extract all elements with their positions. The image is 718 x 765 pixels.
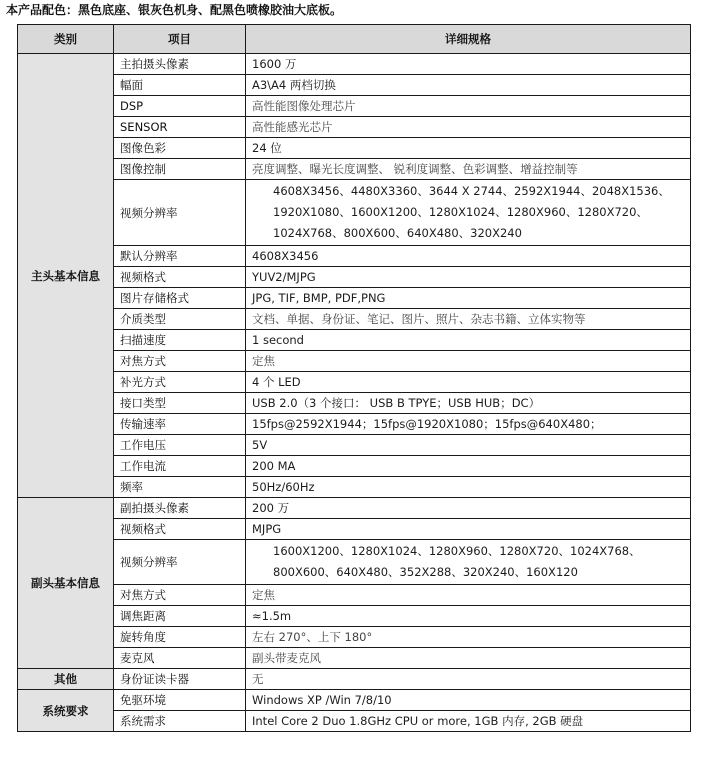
table-row <box>18 540 691 585</box>
item-detail: 文档、单据、身份证、笔记、图片、照片、杂志书籍、立体实物等 <box>246 309 691 330</box>
item-label: 工作电压 <box>114 435 246 456</box>
item-detail: 无 <box>246 669 691 690</box>
table-row <box>18 267 691 288</box>
item-detail: 50Hz/60Hz <box>246 477 691 498</box>
table-row <box>18 477 691 498</box>
item-label: 工作电流 <box>114 456 246 477</box>
item-label: 旋转角度 <box>114 627 246 648</box>
table-row <box>18 585 691 606</box>
table-row <box>18 159 691 180</box>
item-detail: 左右 270°、上下 180° <box>246 627 691 648</box>
table-row <box>18 456 691 477</box>
item-detail: Intel Core 2 Duo 1.8GHz CPU or more, 1GB 内存, 2GB 硬盘 <box>246 711 691 732</box>
table-row <box>18 330 691 351</box>
item-detail: YUV2/MJPG <box>246 267 691 288</box>
item-label: 麦克风 <box>114 648 246 669</box>
table-row <box>18 690 691 711</box>
item-label: 主拍摄头像素 <box>114 54 246 75</box>
item-label: 视频格式 <box>114 267 246 288</box>
item-label: SENSOR <box>114 117 246 138</box>
item-label: 调焦距离 <box>114 606 246 627</box>
table-row <box>18 288 691 309</box>
item-detail: 定焦 <box>246 585 691 606</box>
table-row <box>18 54 691 75</box>
table-row <box>18 648 691 669</box>
item-label: 对焦方式 <box>114 585 246 606</box>
product-color-note: 本产品配色：黑色底座、银灰色机身、配黑色喷橡胶油大底板。 <box>6 3 343 17</box>
spec-table <box>17 24 691 732</box>
category-secondary-camera: 副头基本信息 <box>18 498 114 669</box>
table-row <box>18 435 691 456</box>
item-label: 视频分辨率 <box>114 540 246 585</box>
item-detail: 定焦 <box>246 351 691 372</box>
item-detail: 副头带麦克风 <box>246 648 691 669</box>
item-label: 副拍摄头像素 <box>114 498 246 519</box>
item-detail: 5V <box>246 435 691 456</box>
table-row <box>18 498 691 519</box>
item-detail: 1 second <box>246 330 691 351</box>
table-row <box>18 351 691 372</box>
item-label: 系统需求 <box>114 711 246 732</box>
item-detail: 4 个 LED <box>246 372 691 393</box>
item-label: 默认分辨率 <box>114 246 246 267</box>
item-label: 免驱环境 <box>114 690 246 711</box>
item-detail: 200 万 <box>246 498 691 519</box>
table-row <box>18 180 691 246</box>
table-row <box>18 606 691 627</box>
item-detail: 高性能感光芯片 <box>246 117 691 138</box>
item-detail: 4608X3456 <box>246 246 691 267</box>
item-label: DSP <box>114 96 246 117</box>
table-row <box>18 246 691 267</box>
item-label: 身份证读卡器 <box>114 669 246 690</box>
item-label: 对焦方式 <box>114 351 246 372</box>
table-row <box>18 711 691 732</box>
table-row <box>18 393 691 414</box>
item-label: 介质类型 <box>114 309 246 330</box>
table-row <box>18 96 691 117</box>
table-row <box>18 414 691 435</box>
item-detail: A3\A4 两档切换 <box>246 75 691 96</box>
item-detail: JPG, TIF, BMP, PDF,PNG <box>246 288 691 309</box>
table-row <box>18 117 691 138</box>
item-detail: USB 2.0（3 个接口： USB B TPYE；USB HUB；DC） <box>246 393 691 414</box>
table-row <box>18 309 691 330</box>
item-detail: 1600X1200、1280X1024、1280X960、1280X720、1024X768、800X600、640X480、352X288、320X240、160X120 <box>246 540 691 585</box>
item-detail: 4608X3456、4480X3360、3644 X 2744、2592X1944、2048X1536、1920X1080、1600X1200、1280X1024、1280X960、1280X720、1024X768、800X600、640X480、320X240 <box>246 180 691 246</box>
table-row <box>18 75 691 96</box>
category-other: 其他 <box>18 669 114 690</box>
item-label: 传输速率 <box>114 414 246 435</box>
table-row <box>18 138 691 159</box>
header-category: 类别 <box>18 25 114 54</box>
item-label: 图片存储格式 <box>114 288 246 309</box>
table-row <box>18 519 691 540</box>
item-label: 幅面 <box>114 75 246 96</box>
item-detail: 24 位 <box>246 138 691 159</box>
item-detail: 高性能图像处理芯片 <box>246 96 691 117</box>
item-label: 图像色彩 <box>114 138 246 159</box>
item-detail: 200 MA <box>246 456 691 477</box>
item-label: 接口类型 <box>114 393 246 414</box>
item-label: 图像控制 <box>114 159 246 180</box>
item-detail: Windows XP /Win 7/8/10 <box>246 690 691 711</box>
table-header-row <box>18 25 691 54</box>
header-detail: 详细规格 <box>246 25 691 54</box>
item-label: 扫描速度 <box>114 330 246 351</box>
item-label: 视频格式 <box>114 519 246 540</box>
category-system-requirements: 系统要求 <box>18 690 114 732</box>
table-row <box>18 627 691 648</box>
table-row <box>18 372 691 393</box>
item-detail: 亮度调整、曝光长度调整、 锐利度调整、色彩调整、增益控制等 <box>246 159 691 180</box>
item-detail: ≈1.5m <box>246 606 691 627</box>
item-detail: MJPG <box>246 519 691 540</box>
header-item: 项目 <box>114 25 246 54</box>
item-detail: 1600 万 <box>246 54 691 75</box>
table-row <box>18 669 691 690</box>
item-label: 补光方式 <box>114 372 246 393</box>
item-label: 频率 <box>114 477 246 498</box>
item-detail: 15fps@2592X1944；15fps@1920X1080；15fps@640X480； <box>246 414 691 435</box>
item-label: 视频分辨率 <box>114 180 246 246</box>
category-main-camera: 主头基本信息 <box>18 54 114 498</box>
